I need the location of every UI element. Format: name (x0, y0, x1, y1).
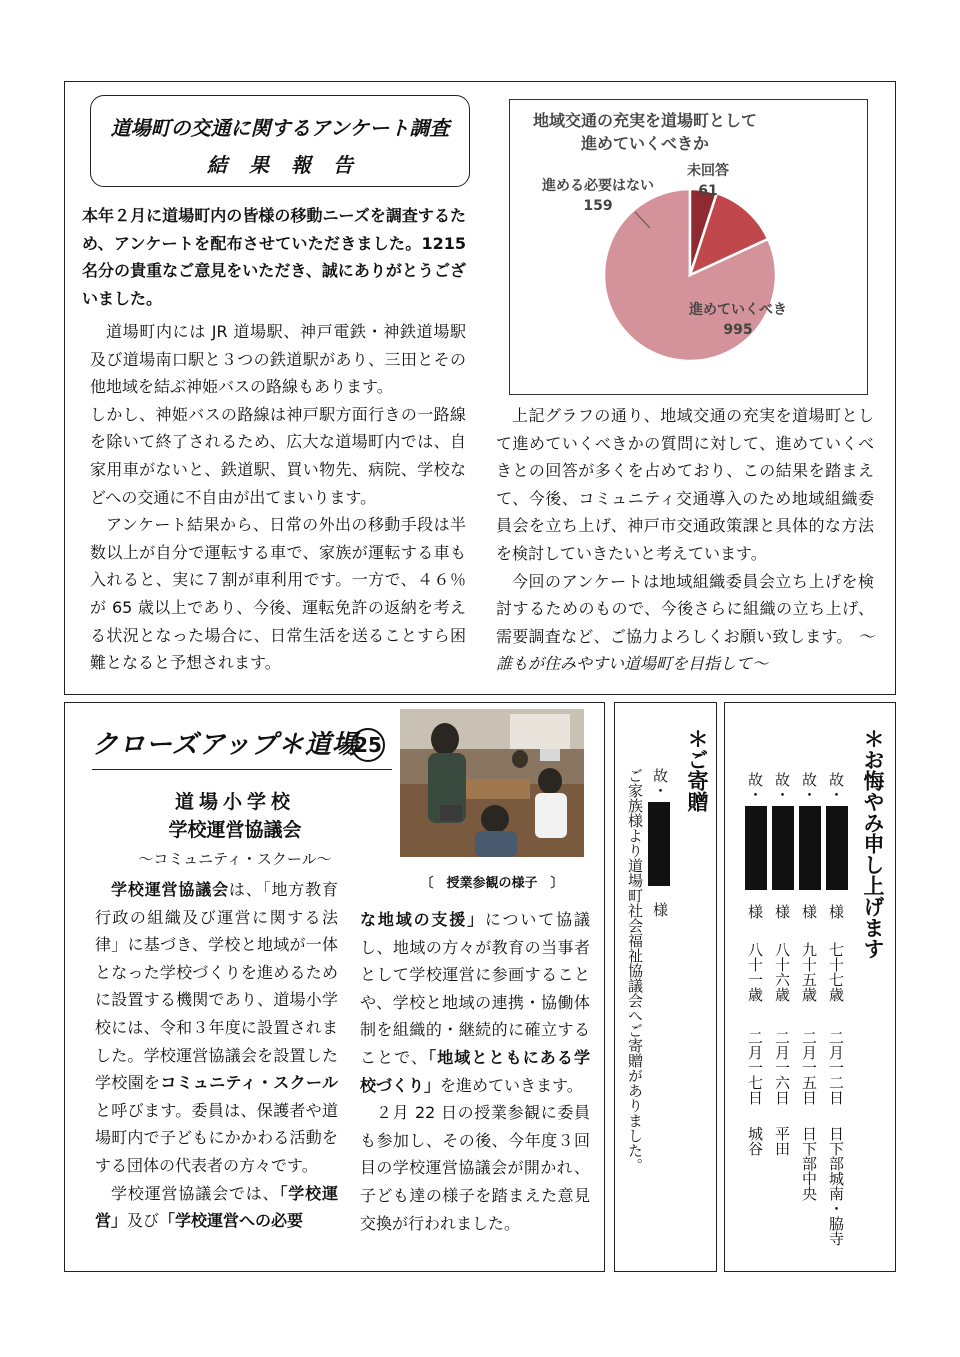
condolence-area: 日下部中央 (800, 1126, 818, 1201)
chart-title-line1: 地域交通の充実を道場町として (532, 111, 758, 130)
school-management-term: 「学校運営」 (95, 1183, 338, 1231)
pie-slice-value: 995 (723, 322, 753, 338)
survey-body-left-p3: アンケート結果から、日常の外出の移動手段は半数以上が自分で運転する車で、家族が運転する車も入れると、実に７割が車利用です。一方で、４６％が 65 歳以上であり、今後、運転免許の返納を考える状況となった場合に、日常生活を送ることすら困難となると予想されます。 (90, 515, 466, 673)
council-term: 学校運営協議会 (111, 880, 229, 899)
survey-title-line1: 道場町の交通に関するアンケート調査 (110, 116, 450, 140)
condolence-date: 二月一五日 (800, 1030, 818, 1105)
condolence-title: ＊お悔やみ申し上げます (861, 728, 885, 959)
survey-body-right-p1: 上記グラフの通り、地域交通の充実を道場町として進めていくべきかの質問に対して、進めていくべきとの回答が多くを占めており、この結果を踏まえて、今後、コミュニティ交通導入のため地域組織委員会を立ち上げ、神戸市交通政策課と具体的な方法を検討していきたいと考えています。 (496, 406, 874, 563)
survey-title (90, 95, 470, 187)
condolence-honorific: 様 (827, 904, 845, 919)
redacted-name (772, 806, 794, 890)
closeup-p2-text4: を進めていきます。 (440, 1075, 583, 1095)
condolence-entry (772, 772, 794, 1156)
condolence-prefix: 故・ (773, 772, 791, 802)
closeup-title: クローズアップ＊道場 (92, 730, 359, 760)
donation-honorific: 様 (651, 902, 669, 917)
survey-title-line2: 結果報告 (207, 153, 375, 177)
closeup-p1-text1: は、「地方教育行政の組織及び運営に関する法律」に基づき、学校と地域が一体となった学校づくりを進めるために設置する機関であり、道場小学校には、令和３年度に設置されました。学校運営協議会を設置した学校園を (95, 880, 338, 1093)
community-school-term: コミュニティ・スクール (160, 1073, 338, 1093)
pie-slice-value: 61 (698, 183, 718, 199)
condolence-entry (745, 772, 767, 1156)
condolence-entry (826, 772, 848, 1246)
council-name: 学校運営協議会 (168, 819, 302, 841)
condolence-area: 日下部城南・脇寺 (827, 1126, 845, 1246)
condolence-honorific: 様 (800, 904, 818, 919)
pie-chart-svg (510, 100, 869, 396)
condolence-entry (799, 772, 821, 1201)
closeup-body-left (95, 876, 338, 1235)
condolence-age: 九十五歳 (800, 942, 818, 1002)
survey-body-right (496, 402, 874, 678)
survey-body-left-p1: 道場町内には JR 道場駅、神戸電鉄・神鉄道場駅及び道場南口駅と３つの鉄道駅があり、三田とその他地域を結ぶ神姫バスの路線もあります。 (90, 322, 466, 397)
redacted-name (799, 806, 821, 890)
community-support-term: な地域の支援」 (360, 910, 486, 929)
condolence-honorific: 様 (746, 904, 764, 919)
condolence-honorific: 様 (773, 904, 791, 919)
survey-body-left-p2: しかし、神姫バスの路線は神戸駅方面行きの一路線を除いて終了されるため、広大な道場町内では、自家用車がないと、鉄道駅、買い物先、病院、学校などへの交通に不自由が出てまいります。 (90, 404, 466, 507)
closeup-p2-text2: 及び (127, 1211, 160, 1231)
donation-text: ご家族様より道場町社会福祉協議会へご寄贈がありました。 (626, 768, 644, 1173)
redacted-name (648, 802, 670, 886)
survey-pie-chart (509, 99, 868, 395)
school-name: 道場小学校 (174, 791, 295, 813)
condolence-date: 二月一二日 (827, 1030, 845, 1105)
condolence-area: 平田 (773, 1126, 791, 1156)
condolence-age: 八十六歳 (773, 942, 791, 1002)
donation-name-prefix: 故・ (651, 768, 669, 798)
school-with-community-term: 「地域とともにある学校づくり」 (360, 1047, 590, 1095)
pie-slice-label: 進めていくべき (689, 302, 787, 318)
redacted-name (745, 806, 767, 890)
closeup-issue-number: 25 (351, 728, 385, 762)
survey-intro: 本年２月に道場町内の皆様の移動ニーズを調査するため、アンケートを配布させていただきました。1215 名分の貴重なご意見をいただき、誠にありがとうございました。 (82, 206, 466, 308)
survey-closing: ～誰もが住みやすい道場町を目指して～ (496, 626, 874, 674)
condolence-age: 八十一歳 (746, 942, 764, 1002)
pie-slice-label: 未回答 (687, 163, 729, 179)
community-support-term-part1: 「学校運営への必要 (159, 1211, 304, 1231)
condolence-prefix: 故・ (746, 772, 764, 802)
condolence-date: 二月一七日 (746, 1030, 764, 1105)
redacted-name (826, 806, 848, 890)
photo-caption: 〔 授業参観の様子 〕 (420, 876, 564, 891)
pie-slice-value: 159 (583, 198, 613, 214)
survey-body-right-p2: 今回のアンケートは地域組織委員会立ち上げを検討するためのもので、今後さらに組織の立ち上げ、需要調査など、ご協力よろしくお願い致します。 (496, 571, 874, 646)
closeup-p3: ２月 22 日の授業参観に委員も参加し、その後、今年度３回目の学校運営協議会が開かれ、子ども達の様子を踏まえた意見交換が行われました。 (360, 1103, 590, 1233)
community-school-subtitle: ～コミュニティ・スクール～ (138, 850, 332, 868)
closeup-divider (92, 769, 392, 770)
chart-title-line2: 進めていくべきか (580, 134, 710, 153)
survey-body-left (90, 318, 466, 677)
condolence-prefix: 故・ (827, 772, 845, 802)
class-observation-photo (400, 709, 584, 857)
condolence-date: 二月一六日 (773, 1030, 791, 1105)
condolence-area: 城谷 (746, 1126, 764, 1156)
closeup-p2-text3: について協議し、地域の方々が教育の当事者として学校運営に参画することや、学校と地域の連携・協働体制を組織的・継続的に確立することで、 (360, 910, 590, 1067)
condolence-prefix: 故・ (800, 772, 818, 802)
closeup-body-right (360, 906, 590, 1237)
pie-slice-label: 進める必要はない (542, 178, 654, 194)
closeup-p2-text1: 学校運営協議会では、 (111, 1183, 280, 1203)
condolence-age: 七十七歳 (827, 942, 845, 1002)
donation-title: ＊ご寄贈 (685, 728, 709, 812)
closeup-p1-text2: と呼びます。委員は、保護者や道場町内で子どもにかかわる活動をする団体の代表者の方々です。 (95, 1100, 338, 1175)
